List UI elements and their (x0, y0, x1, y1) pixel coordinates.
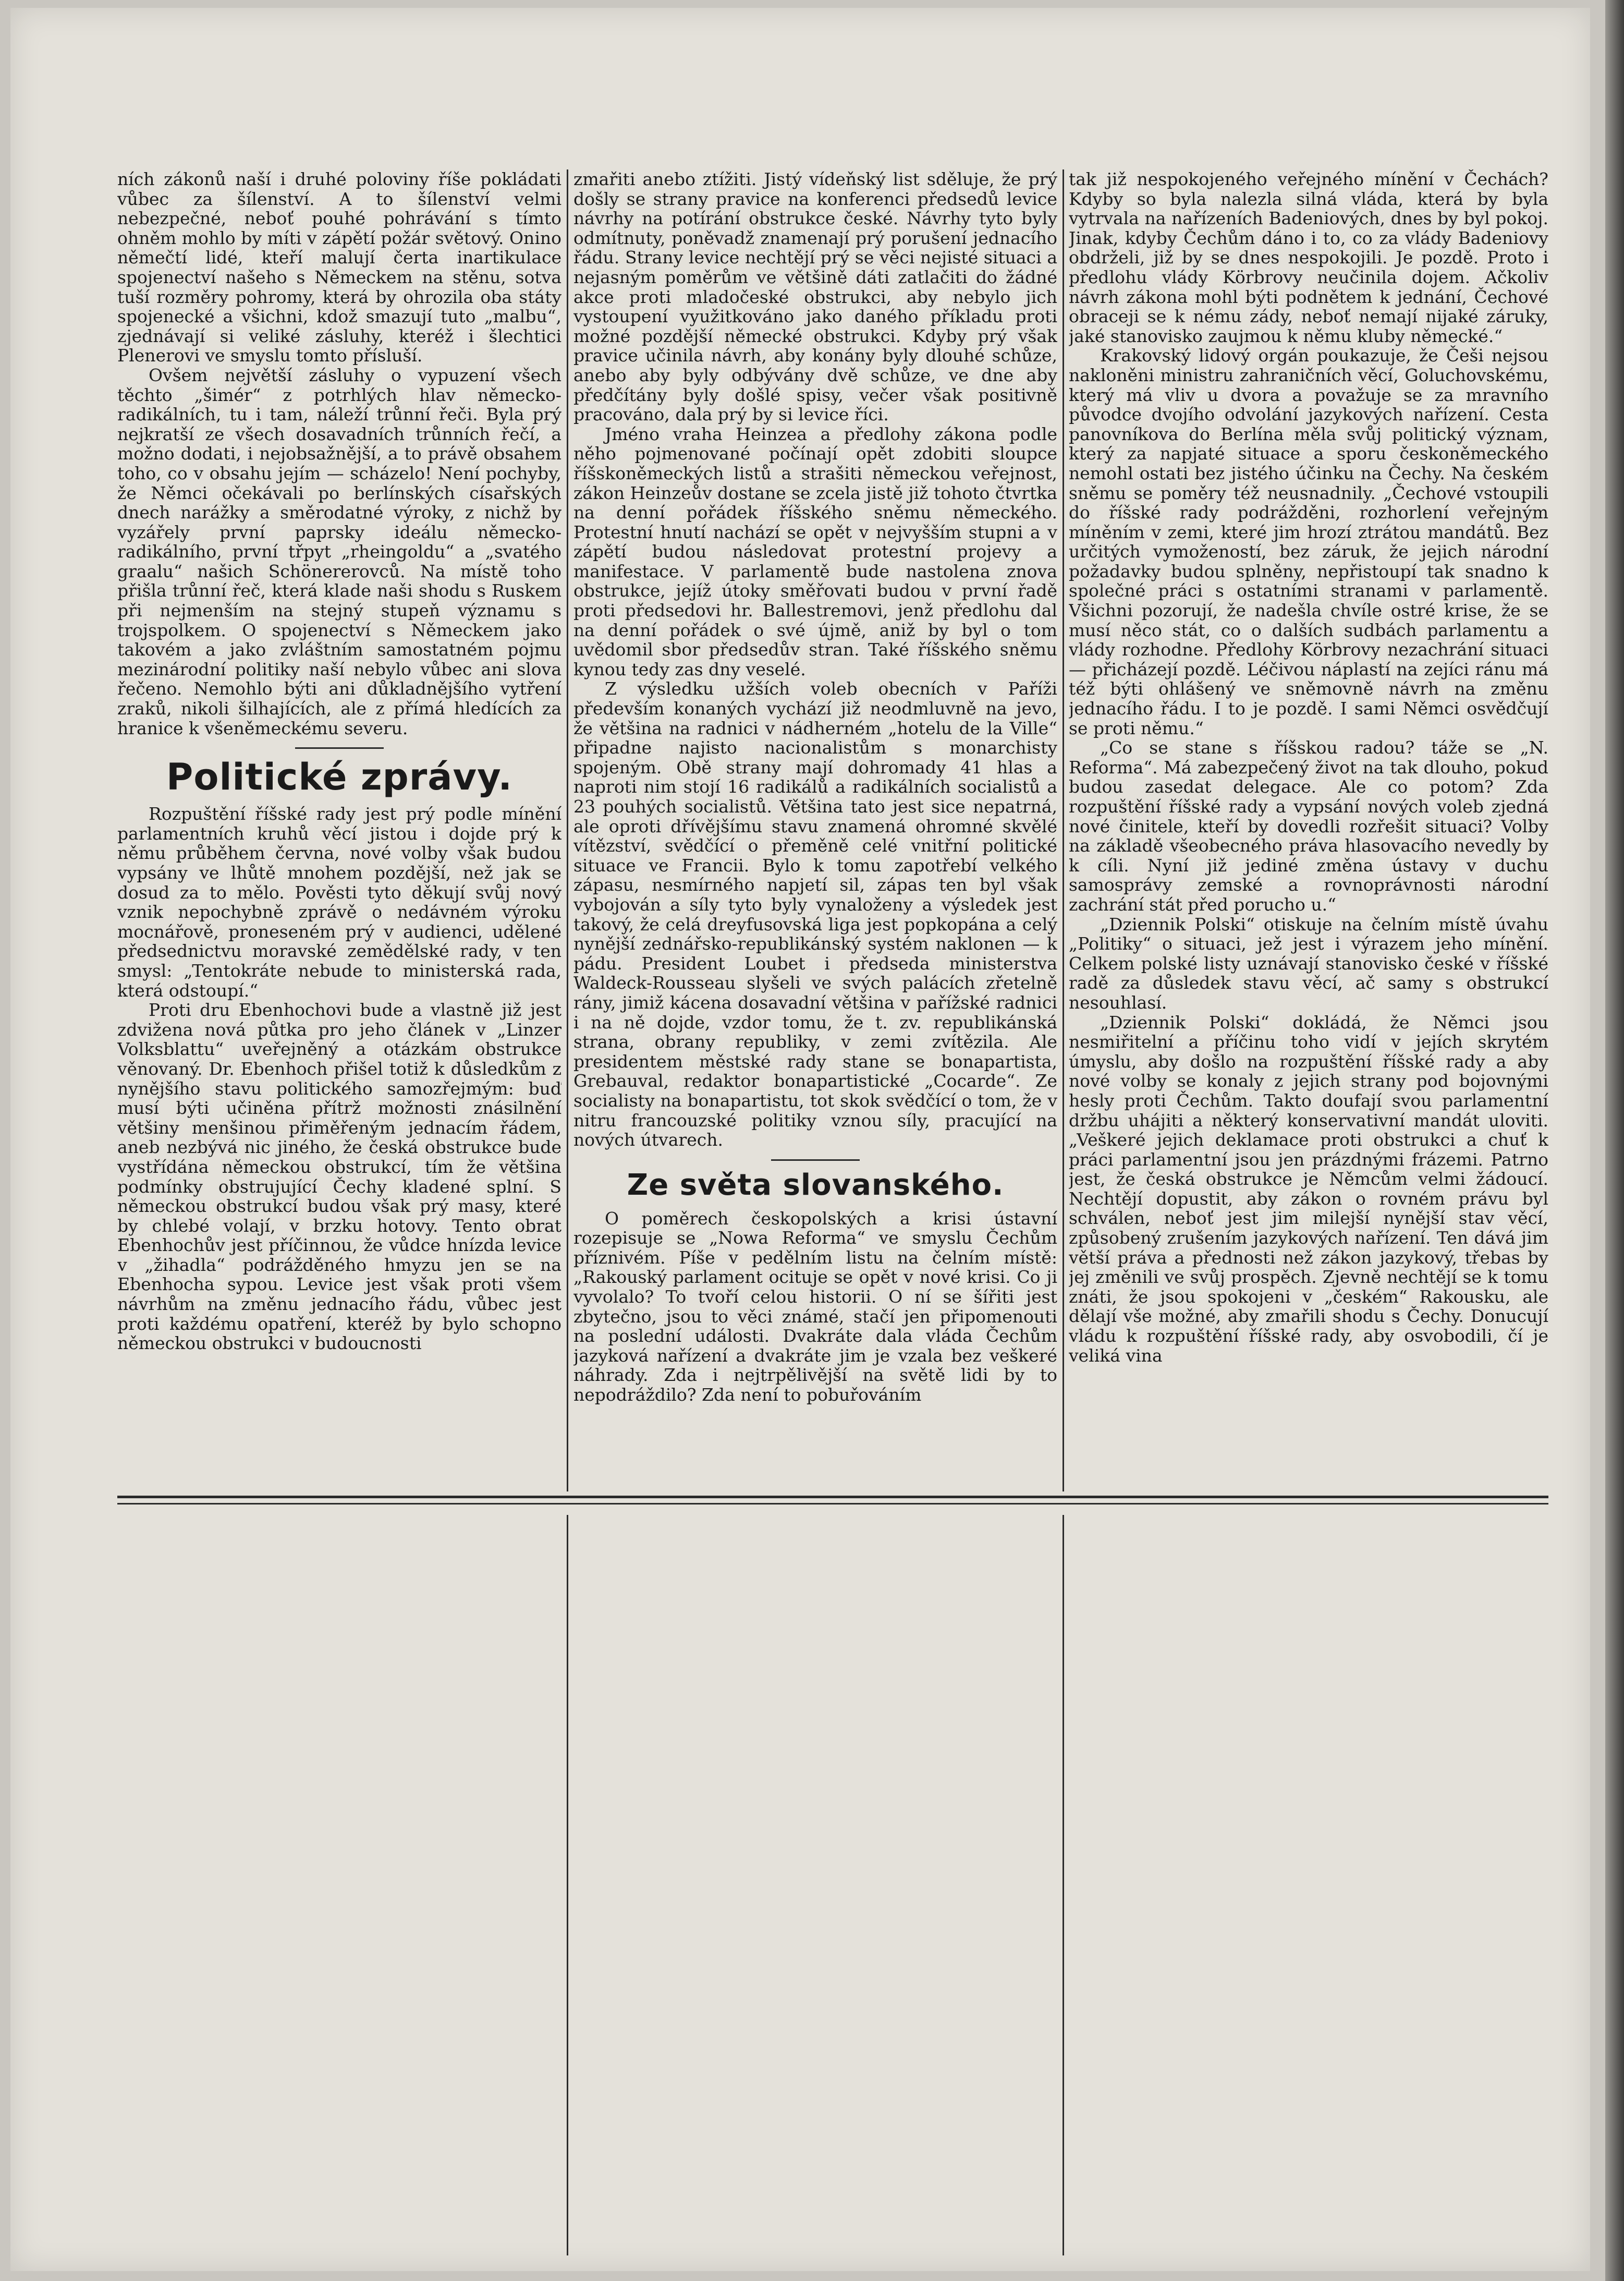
column-3-paragraph-3: „Co se stane s říšskou radou? táže se „N. Reforma“. Má zabezpečený život na tak dlouho, pokud budou zasedat delegace. Ale co potom? Zda rozpuštění říšské rady a vypsání nových voleb zjedná nové činitele, kteří by dovedli rozřešit situaci? Volby na základě všeobecného práva hlasovacího nevedly by k cíli. Nyní již jediné změna ústavy v duchu samosprávy zemské a rovnoprávnosti národní zachrání stát před porucho u.“ (1069, 737, 1548, 915)
column-2 (573, 169, 1057, 1491)
feuilleton-rule-2 (1063, 1515, 1064, 2255)
feuilleton-column-3 (1069, 1515, 1548, 2255)
column-3-paragraph-2: Krakovský lidový orgán poukazuje, že Češi nejsou nakloněni ministru zahraničních věcí, Goluchovskému, který má vliv u dvora a považuje se za mravního původce dvojího odvolání jazykových nařízení. Cesta panovníkova do Berlína měla svůj politický význam, který za napjaté situace a sporu českoněmeckého nemohl ostati bez jistého účinku na Čechy. Na českém sněmu se poměry též neusnadnily. „Čechové vstoupili do říšské rady podrážděni, rozhorlení veřejným míněním v zemi, které jim hrozí ztrátou mandátů. Bez určitých vymožeností, bez záruk, že jejich národní požadavky budou splněny, nepřistoupí tak snadno k společné práci s ostatními stranami v parlamentě. Všichni pozorují, že nadešla chvíle ostré krise, že se musí něco stát, co o dalších sudbách parlamentu a vlády rozhodne. Předlohy Körbrovy nezachrání situaci — přicházejí pozdě. Léčivou náplastí na zejíci ránu má též býti ohlášený ve sněmovně návrh na změnu jednacího řádu. I to je pozdě. I sami Němci osvědčují se proti němu.“ (1069, 345, 1548, 738)
feuilleton-rule-1 (567, 1515, 568, 2255)
column-1 (117, 169, 561, 1491)
book-spine-shadow (1605, 0, 1624, 2281)
column-3-paragraph-5: „Dziennik Polski“ dokládá, že Němci jsou nesmiřitelní a příčinu toho vidí v jejích skrytém úmyslu, aby došlo na rozpuštění říšské rady a aby nové volby se konaly z jejich strany pod bojovnými hesly proti Čechům. Takto doufají svou parlamentní držbu uhájiti a některý konservativní mandát uloviti. „Veškeré jejich deklamace proti obstrukci a chuť k práci parlamentní jsou jen prázdnými frázemi. Patrno jest, že česká obstrukce je Němcům velmi žádoucí. Nechtějí dopustit, aby zákon o rovném právu byl schválen, neboť jest jim milejší nynější stav věcí, způsobený zrušením jazykových nařízení. Ten dává jim větší práva a přednosti než zákon jazykový, třebas by jej změnili ve svůj prospěch. Zjevně nechtějí se k tomu znáti, že jsou spokojeni v „českém“ Rakousku, ale dělají vše možné, aby zmařili shodu s Čechy. Donucují vládu k rozpuštění říšské rady, aby osvobodili, čí je veliká vina (1069, 1012, 1548, 1366)
feuilleton-column-2 (573, 1515, 1057, 2255)
section-divider (771, 1159, 860, 1161)
section-divider (295, 747, 384, 749)
column-2-paragraph-4: O poměrech českopolských a krisi ústavní rozepisuje se „Nowa Reforma“ ve smyslu Čechům příznivém. Píše v pedělním listu na čelním místě: „Rakouský parlament ocituje se opět v nové krisi. Co ji vyvolalo? To tvoří celou historii. O ní se šířiti jest zbytečno, jsou to věci známé, stačí jen připomenouti na poslední události. Dvakráte dala vláda Čechům jazyková nařízení a dvakráte jim je vzala bez veškeré náhrady. Zda i nejtrpělivější na světě lidi by to nepodráždilo? Zda není to pobuřováním (573, 1208, 1057, 1405)
column-2-paragraph-2: Jméno vraha Heinzea a předlohy zákona podle něho pojmenované počínají opět zdobiti sloupce říšskoněmeckých listů a strašiti německou veřejnost, zákon Heinzeův dostane se zcela jistě již tohoto čtvrtka na denní pořádek říšského sněmu německého. Protestní hnutí nachází se opět v nejvyšším stupni a v zápětí budou následovat protestní projevy a manifestace. V parlamentě bude nastolena znova obstrukce, jejíž útoky směřovati budou v první řadě proti předsedovi hr. Ballestremovi, jenž předlohu dal na denní pořádek o své újmě, aniž by byl o tom uvědomil sbor předsedův stran. Také říšského sněmu kynou tedy zas dny veselé. (573, 423, 1057, 680)
feuilleton-column-1 (117, 1515, 561, 2255)
column-rule-1 (567, 169, 568, 1491)
column-1-intro: ních zákonů naší i druhé poloviny říše pokládati vůbec za šílenství. A to šílenství velmi nebezpečné, neboť pouhé pohrávání s tímto ohněm mohlo by míti v zápětí požár světový. Onino němečtí lidé, kteří malují čerta inartikulace spojenectví našeho s Německem na stěnu, sotva tuší rozměry pohromy, která by ohrozila oba státy spojenecké a všichni, kdož smazují tuto „malbu“, zjednávají si veliké zásluhy, kteréž i šlechtici Plenerovi ve smyslu tomto přísluší. (117, 169, 561, 366)
column-2-paragraph-1: zmařiti anebo ztížiti. Jistý vídeňský list sděluje, že prý došly se strany pravice na konferenci předsedů levice návrhy na potírání obstrukce české. Návrhy tyto byly odmítnuty, poněvadž znamenají prý porušení jednacího řádu. Strany levice nechtějí prý se věci nejisté situaci a nejasným poměrům ve většině dáti zatlačiti do žádné akce proti mladočeské obstrukci, aby nebylo jich vystoupení využitkováno jako daného příkladu proti možné pozdější německé obstrukci. Kdyby prý však pravice učinila návrh, aby konány byly dlouhé schůze, anebo aby byly odbývány dvě schůze, ve dne aby předčítány byly došlé spisy, večer však positivně pracováno, dala prý by si levice říci. (573, 169, 1057, 425)
column-3 (1069, 169, 1548, 1491)
section-heading-political-news: Politické zprávy. (166, 756, 512, 799)
feuilleton-rule-bottom (117, 1503, 1548, 1505)
column-2-paragraph-3: Z výsledku užších voleb obecních v Paříži především konaných vychází již neodmluvně na jevo, že většina na radnici v nádherném „hotelu de la Ville“ připadne najisto nacionalistům s monarchisty spojeným. Obě strany mají dohromady 41 hlas a naproti nim stojí 16 radikálů a radikálních socialistů a 23 pouhých socialistů. Většina tato jest sice nepatrná, ale oproti dřívějšímu stavu znamená ohromné skvělé vítězství, svědčící o přeměně celé vnitřní politické situace ve Francii. Bylo k tomu zapotřebí velkého zápasu, nesmírného napjetí sil, zápas ten byl však vybojován a síly tyto byly vynaloženy a výsledek jest takový, že celá dreyfusovská liga jest popkopána a celý nynější zednářsko-republikánský systém naklonen — k pádu. President Loubet i předseda ministerstva Waldeck-Rousseau slyšeli ve svých palácích zřetelně rány, jimiž kácena dosavadní většina v pařížské radnici i na ně dojde, vzdor tomu, že t. zv. republikánská strana, obrany republiky, v zemi zvítězila. Ale presidentem městské rady stane se bonapartista, Grebauval, redaktor bonapartistické „Cocarde“. Ze socialisty na bonapartistu, tot skok svědčící o tom, že v nitru francouzské politiky vznou síly, pracující na nových útvarech. (573, 678, 1057, 1150)
section-heading-slavic-world: Ze světa slovanského. (627, 1168, 1004, 1202)
feuilleton-rule-top (117, 1496, 1548, 1498)
column-3-paragraph-1: tak již nespokojeného veřejného mínění v Čechách? Kdyby so byla nalezla silná vláda, která by byla vytrvala na nařízeních Badeniových, dnes by byl pokoj. Jinak, kdyby Čechům dáno i to, co za vlády Badeniovy obdrželi, již by se dnes nespokojili. Je pozdě. Proto i předlohu vlády Körbrovy neučinila dojem. Ačkoliv návrh zákona mohl býti podnětem k jednání, Čechové obraceji se k nému zády, neboť nemají nijaké záruky, jaké stanovisko zaujmou k němu kluby německé.“ (1069, 169, 1548, 346)
column-3-paragraph-4: „Dziennik Polski“ otiskuje na čelním místě úvahu „Politiky“ o situaci, jež jest i výrazem jeho mínění. Celkem polské listy uznávají stanovisko české v říšské radě za důsledek stavu věcí, ač samy s obstrukcí nesouhlasí. (1069, 914, 1548, 1013)
column-1-paragraph-2: Ovšem největší zásluhy o vypuzení všech těchto „šimér“ z potrhlých hlav německo-radikálních, tu i tam, náleží trůnní řeči. Byla prý nejkratší ze všech dosavadních trůnních řečí, a možno dodati, i nejobsažnější, a to právě obsahem toho, co v obsahu jejím — scházelo! Není pochyby, že Němci očekávali po berlínských císařských dnech narážky a směrodatné výroky, z nichž by vyzářely první paprsky ideálu německo-radikálního, první třpyt „rheingoldu“ a „svatého graalu“ našich Schönererovců. Na místě toho přišla trůnní řeč, která klade naši shodu s Ruskem při nejmenším na stejný stupeň významu s trojspolkem. O spojenectví s Německem jako takovém a jako zvláštním samostatném pojmu mezinárodní politiky naší nebylo vůbec ani slova řečeno. Nemohlo býti ani důkladnějšího vytření zraků, nikoli šilhajících, ale z přímá hledících za hranice k všeněmeckému severu. (117, 365, 561, 738)
column-rule-2 (1063, 169, 1064, 1491)
column-1-paragraph-4: Proti dru Ebenhochovi bude a vlastně již jest zdvižena nová půtka pro jeho článek v „Linzer Volksblattu“ uveřejněný a otázkám obstrukce věnovaný. Dr. Ebenhoch přišel totiž k důsledkům z nynějšího stavu politického samozřejmým: buď musí býti učiněna přítrž možnosti znásilnění většiny menšinou přiměřeným jednacím řádem, aneb nezbývá nic jiného, že česká obstrukce bude vystřídána německou obstrukcí, tím že většina podmínky obstrujující Čechy kladené splní. S německou obstrukcí budou však prý masy, které by chlebé volají, v brzku hotovy. Tento obrat Ebenhochův jest příčinnou, že vůdce hnízda levice v „žihadla“ podrážděného hmyzu jen se na Ebenhocha sypou. Levice jest však proti všem návrhům na změnu jednacího řádu, vůbec jest proti každému opatření, kteréž by bylo schopno německou obstrukci v budoucnosti (117, 1000, 561, 1354)
column-1-paragraph-3: Rozpuštění říšské rady jest prý podle mínění parlamentních kruhů věcí jistou i dojde prý k němu průběhem června, nové volby však budou vypsány ve lhůtě mnohem pozdější, než jak se dosud za to mělo. Pověsti tyto děkují svůj nový vznik nepochybně zprávě o nedávném výroku mocnářově, proneseném prý v audienci, udělené předsednictvu moravské zemědělské rady, v ten smysl: „Tentokráte nebude to ministerská rada, která odstoupí.“ (117, 804, 561, 1001)
